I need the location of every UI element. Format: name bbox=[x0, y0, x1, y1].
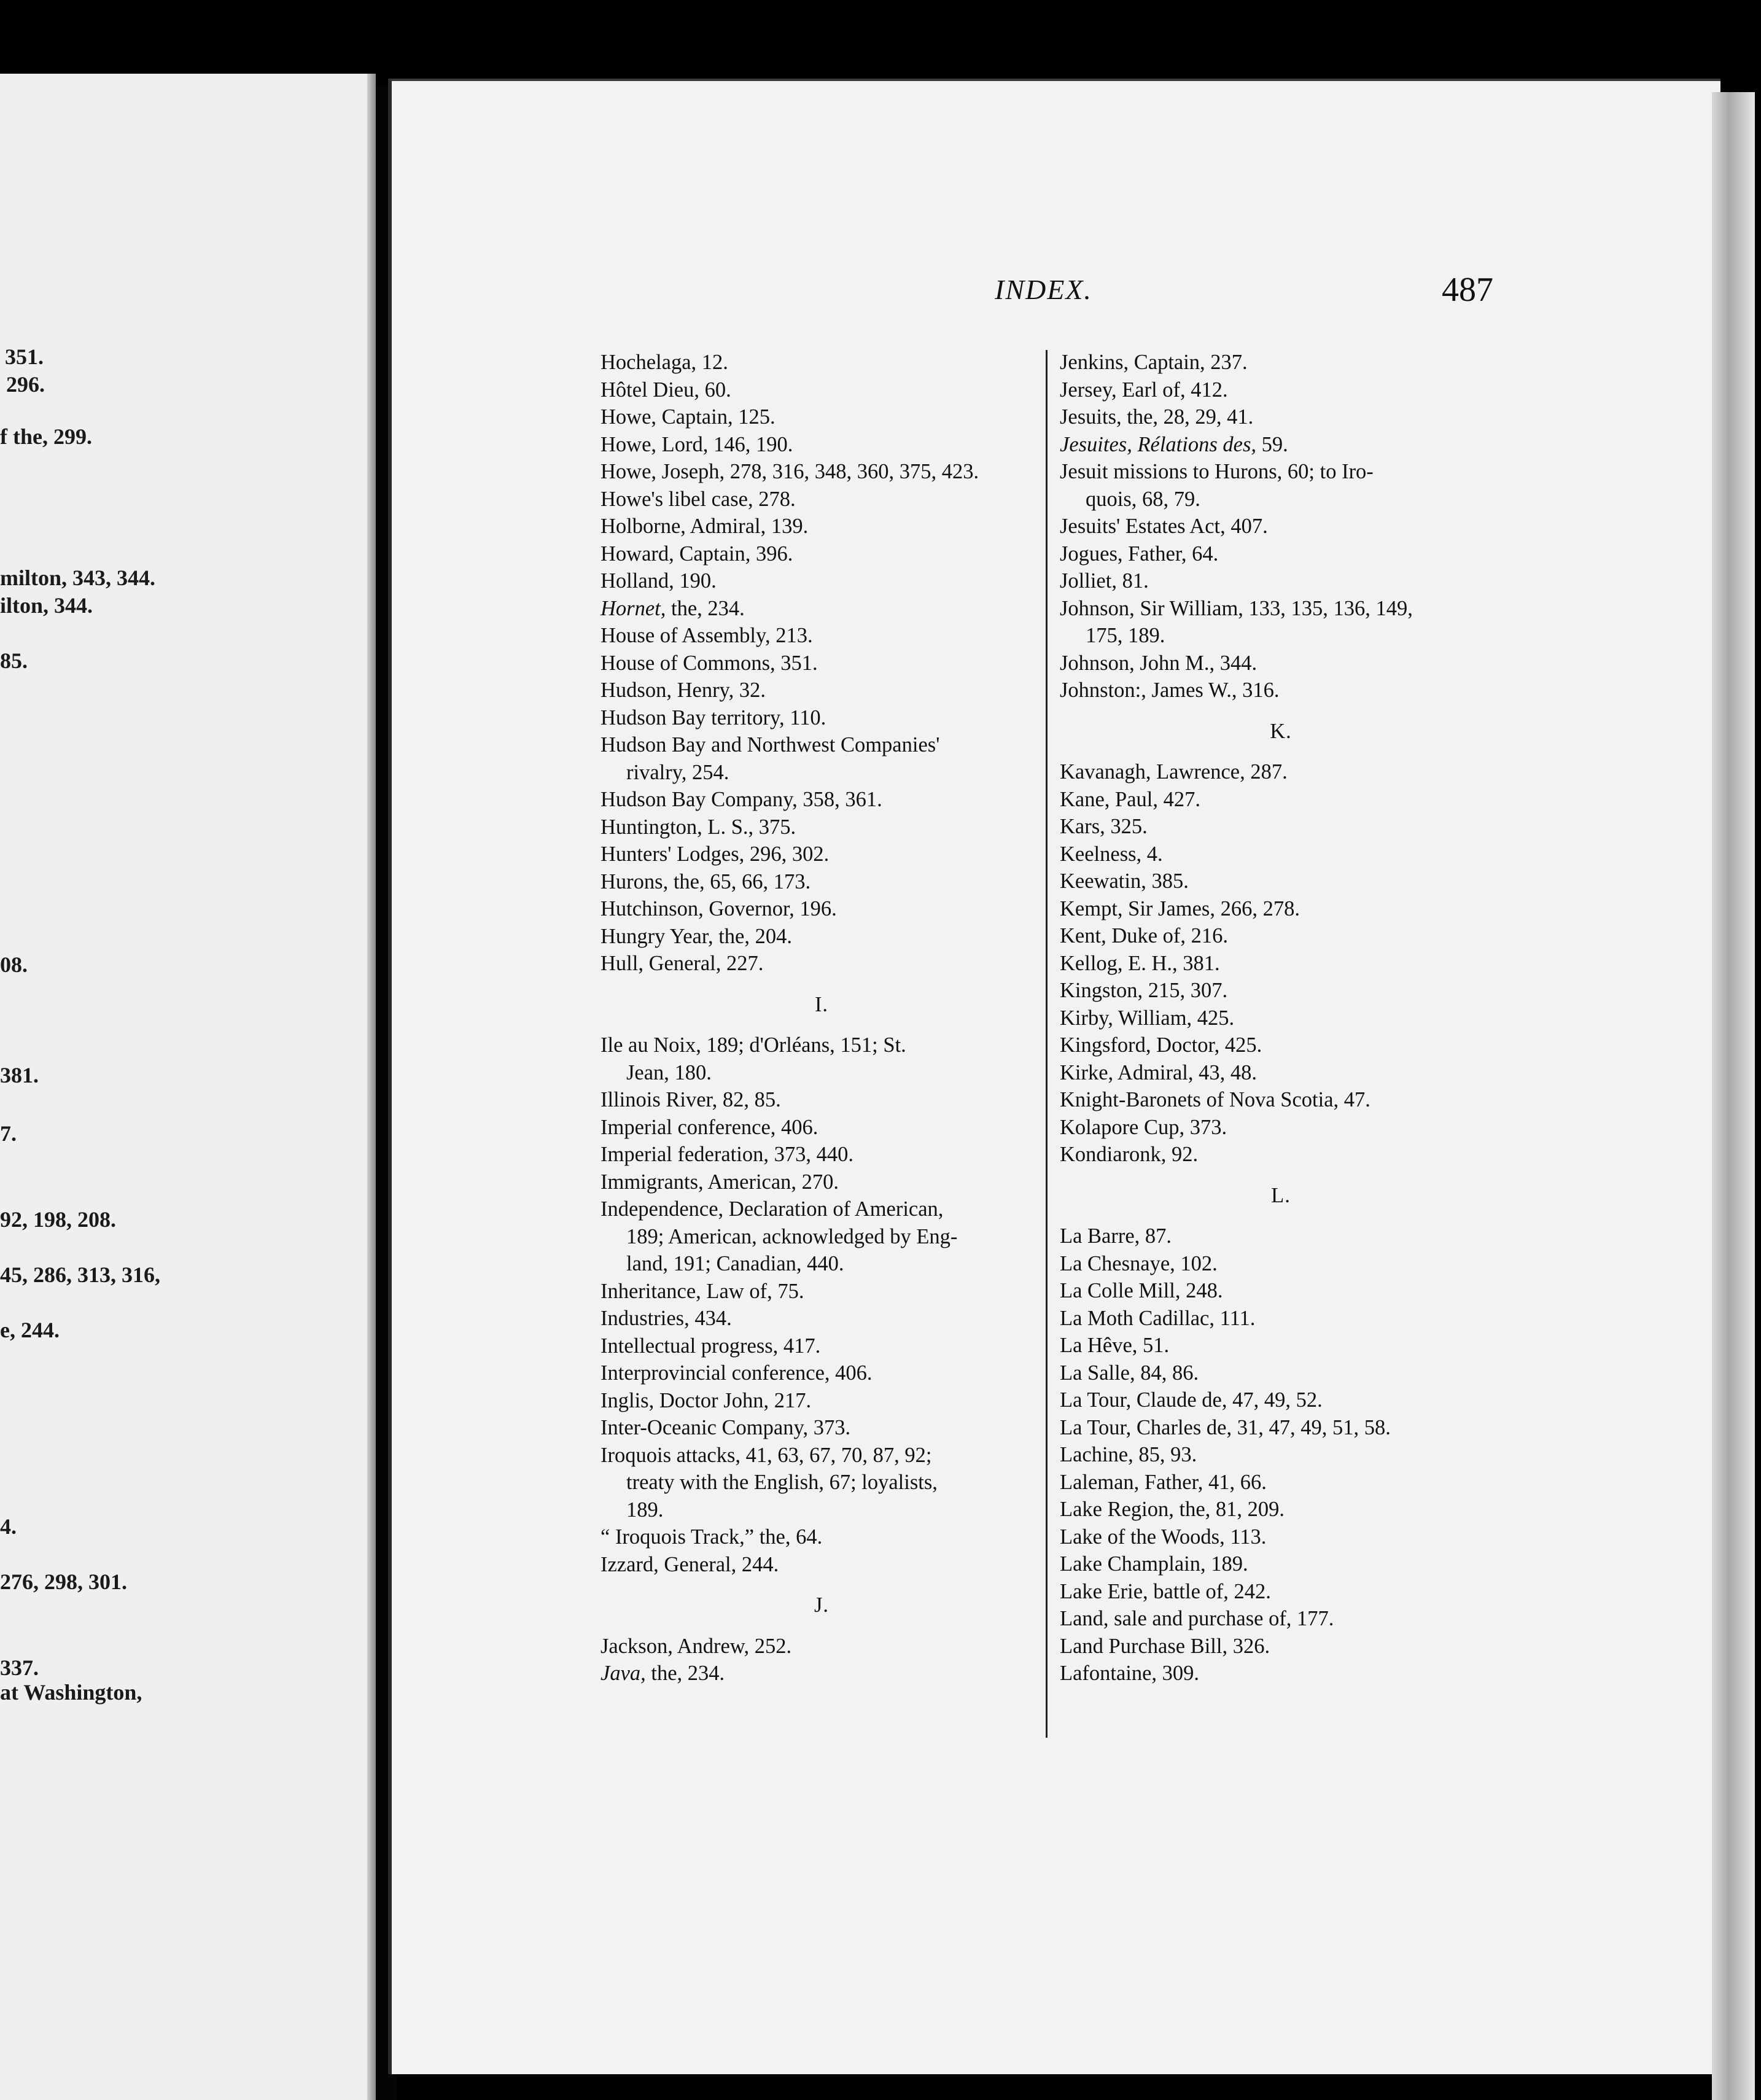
index-entry-line: Lake Champlain, 189. bbox=[1060, 1552, 1248, 1576]
index-entry-line: Johnston:, James W., 316. bbox=[1060, 679, 1280, 702]
index-entry-line: Lake Region, the, 81, 209. bbox=[1060, 1498, 1285, 1521]
index-entry-line: Huntington, L. S., 375. bbox=[601, 815, 796, 839]
index-entry bbox=[1060, 1359, 1502, 1387]
index-entry bbox=[601, 704, 1043, 732]
index-entry bbox=[1060, 1469, 1502, 1496]
index-entry-line: La Colle Mill, 248. bbox=[1060, 1279, 1223, 1302]
index-entry-line: Intellectual progress, 417. bbox=[601, 1334, 821, 1358]
index-entry bbox=[601, 841, 1043, 868]
index-entry-line: Hutchinson, Governor, 196. bbox=[601, 897, 837, 920]
index-entry bbox=[601, 376, 1043, 404]
index-entry bbox=[1060, 650, 1502, 677]
index-entry bbox=[1060, 458, 1502, 513]
index-entry bbox=[1060, 895, 1502, 923]
index-entry bbox=[1060, 403, 1502, 431]
index-entry bbox=[601, 923, 1043, 951]
index-entry bbox=[1060, 1086, 1502, 1114]
facing-page-fragment: 276, 298, 301. bbox=[0, 1569, 127, 1594]
index-entry-line: La Salle, 84, 86. bbox=[1060, 1361, 1199, 1385]
index-entry bbox=[601, 786, 1043, 814]
facing-page-fragment: 92, 198, 208. bbox=[0, 1207, 116, 1232]
index-entry-line: Hull, General, 227. bbox=[601, 952, 764, 975]
index-entry-line bbox=[601, 1660, 1043, 1687]
index-entry bbox=[1060, 758, 1502, 786]
index-entry bbox=[601, 814, 1043, 841]
index-entry bbox=[601, 1169, 1043, 1196]
index-entry bbox=[1060, 1250, 1502, 1278]
page-edge bbox=[1712, 92, 1755, 2100]
index-entry bbox=[601, 1305, 1043, 1332]
index-entry bbox=[1060, 1277, 1502, 1305]
index-entry-line: Iroquois attacks, 41, 63, 67, 70, 87, 92; bbox=[601, 1443, 932, 1467]
index-entry-line: Kingsford, Doctor, 425. bbox=[1060, 1033, 1262, 1057]
index-entry-line: Keewatin, 385. bbox=[1060, 869, 1189, 893]
index-entry-continuation: rivalry, 254. bbox=[626, 760, 729, 784]
index-entry-continuation: 189; American, acknowledged by Eng- bbox=[626, 1224, 958, 1248]
index-entry bbox=[1060, 1496, 1502, 1523]
index-entry bbox=[601, 540, 1043, 568]
index-entry-line: Land Purchase Bill, 326. bbox=[1060, 1634, 1270, 1658]
index-entry bbox=[1060, 677, 1502, 704]
index-entry-continuation: treaty with the English, 67; loyalists, bbox=[626, 1471, 938, 1494]
index-entry-line bbox=[601, 595, 1043, 623]
index-entry-line: Kondiaronk, 92. bbox=[1060, 1143, 1199, 1166]
index-entry-line: Holborne, Admiral, 139. bbox=[601, 515, 809, 538]
index-entry-line: Kent, Duke of, 216. bbox=[1060, 924, 1229, 947]
index-entry-line: Inter-Oceanic Company, 373. bbox=[601, 1416, 851, 1439]
index-entry-line: Kars, 325. bbox=[1060, 815, 1148, 838]
index-entry-line: Lachine, 85, 93. bbox=[1060, 1443, 1197, 1466]
index-entry-line: Johnson, Sir William, 133, 135, 136, 149, bbox=[1060, 596, 1413, 620]
index-entry-line: Hudson Bay Company, 358, 361. bbox=[601, 788, 882, 811]
index-entry bbox=[1060, 567, 1502, 595]
index-entry bbox=[1060, 841, 1502, 868]
index-entry bbox=[1060, 349, 1502, 376]
index-entry bbox=[1060, 1305, 1502, 1332]
letter-heading: L. bbox=[1271, 1183, 1291, 1207]
index-entry bbox=[1060, 1114, 1502, 1141]
index-entry-continuation: Jean, 180. bbox=[626, 1060, 712, 1084]
index-entry bbox=[1060, 786, 1502, 814]
index-entry-line: Izzard, General, 244. bbox=[601, 1552, 779, 1576]
index-entry-line: Johnson, John M., 344. bbox=[1060, 651, 1258, 675]
index-entry-continuation: land, 191; Canadian, 440. bbox=[626, 1252, 844, 1275]
index-entry bbox=[601, 1141, 1043, 1169]
index-entry-line: Knight-Baronets of Nova Scotia, 47. bbox=[1060, 1088, 1370, 1111]
index-entry bbox=[1060, 1141, 1502, 1169]
index-entry-line: Hungry Year, the, 204. bbox=[601, 924, 792, 948]
index-entry-line: Kempt, Sir James, 266, 278. bbox=[1060, 896, 1300, 920]
index-page bbox=[388, 79, 1720, 2074]
index-entry-line: Holland, 190. bbox=[601, 569, 717, 593]
index-entry-text: the, 234. bbox=[671, 596, 745, 620]
index-entry-line: Kellog, E. H., 381. bbox=[1060, 951, 1220, 975]
index-entry bbox=[601, 1414, 1043, 1442]
italic-title: Jesuites, Rélations des, bbox=[1060, 432, 1257, 456]
index-entry bbox=[1060, 1005, 1502, 1032]
index-entry-line: La Moth Cadillac, 111. bbox=[1060, 1306, 1256, 1330]
index-entry-line: Laleman, Father, 41, 66. bbox=[1060, 1470, 1267, 1494]
facing-page-fragment: f the, 299. bbox=[0, 424, 92, 449]
index-entry bbox=[601, 622, 1043, 650]
index-entry-line: Howe, Captain, 125. bbox=[601, 405, 776, 429]
index-entry bbox=[1060, 813, 1502, 841]
index-entry bbox=[601, 567, 1043, 595]
facing-page-fragment: at Washington, bbox=[0, 1680, 142, 1705]
index-entry bbox=[601, 486, 1043, 513]
index-entry-line: Kolapore Cup, 373. bbox=[1060, 1115, 1227, 1139]
facing-page-fragment: 4. bbox=[0, 1514, 17, 1539]
index-entry-line bbox=[1060, 431, 1502, 459]
index-entry-line: Hudson, Henry, 32. bbox=[601, 679, 766, 702]
index-entry-line: Hochelaga, 12. bbox=[601, 351, 728, 374]
index-entry-line: La Tour, Claude de, 47, 49, 52. bbox=[1060, 1388, 1323, 1412]
index-entry-line: Hôtel Dieu, 60. bbox=[601, 378, 731, 402]
index-entry-line: Imperial federation, 373, 440. bbox=[601, 1143, 853, 1166]
index-entry-line: Jenkins, Captain, 237. bbox=[1060, 351, 1248, 374]
index-entry bbox=[1060, 1441, 1502, 1469]
index-entry-line: Imperial conference, 406. bbox=[601, 1115, 818, 1139]
facing-page-fragment: 45, 286, 313, 316, bbox=[0, 1262, 160, 1287]
facing-page-fragment: 7. bbox=[0, 1121, 17, 1146]
index-entry bbox=[1060, 1605, 1502, 1633]
index-entry-line: Hudson Bay territory, 110. bbox=[601, 706, 826, 729]
index-entry-line: Jesuits' Estates Act, 407. bbox=[1060, 515, 1268, 538]
letter-heading: K. bbox=[1270, 719, 1292, 743]
index-entry bbox=[601, 1359, 1043, 1387]
facing-page-fragment: 351. bbox=[5, 344, 44, 369]
letter-heading: J. bbox=[814, 1593, 830, 1617]
italic-title: Java, bbox=[601, 1662, 646, 1685]
running-head: INDEX. bbox=[995, 274, 1092, 305]
index-entry-line: Jesuits, the, 28, 29, 41. bbox=[1060, 405, 1254, 429]
index-entry-line: Illinois River, 82, 85. bbox=[601, 1088, 781, 1111]
column-divider bbox=[1046, 350, 1048, 1738]
index-entry bbox=[1060, 1660, 1502, 1687]
index-entry-text: the, 234. bbox=[651, 1662, 725, 1685]
index-entry-line: House of Assembly, 213. bbox=[601, 624, 813, 647]
index-entry-line: Hurons, the, 65, 66, 173. bbox=[601, 869, 811, 893]
facing-page-fragment: 296. bbox=[6, 372, 45, 397]
index-column-right bbox=[1060, 349, 1502, 1687]
index-entry bbox=[601, 1387, 1043, 1415]
index-entry-line: Interprovincial conference, 406. bbox=[601, 1361, 873, 1385]
index-entry-line: La Barre, 87. bbox=[1060, 1224, 1172, 1248]
index-entry bbox=[1060, 950, 1502, 978]
index-entry bbox=[601, 1114, 1043, 1141]
facing-page-fragment: e, 244. bbox=[0, 1318, 60, 1342]
index-entry-line: Kane, Paul, 427. bbox=[1060, 787, 1201, 811]
facing-page bbox=[0, 74, 376, 2100]
index-entry bbox=[601, 950, 1043, 978]
index-entry-line: House of Commons, 351. bbox=[601, 651, 818, 675]
index-entry bbox=[1060, 1414, 1502, 1442]
index-entry bbox=[1060, 513, 1502, 540]
facing-page-fragment: ilton, 344. bbox=[0, 593, 93, 618]
index-entry bbox=[1060, 1633, 1502, 1660]
facing-page-fragment: 08. bbox=[0, 952, 28, 977]
index-entry bbox=[1060, 540, 1502, 568]
index-entry-line: La Tour, Charles de, 31, 47, 49, 51, 58. bbox=[1060, 1415, 1391, 1439]
index-entry-continuation: 175, 189. bbox=[1086, 624, 1165, 647]
index-entry-line: Hudson Bay and Northwest Companies' bbox=[601, 733, 940, 756]
index-entry-line: “ Iroquois Track,” the, 64. bbox=[601, 1525, 823, 1549]
index-entry bbox=[1060, 1332, 1502, 1359]
index-entry-line: La Hêve, 51. bbox=[1060, 1334, 1170, 1357]
italic-title: Hornet, bbox=[601, 596, 666, 620]
index-entry bbox=[1060, 1578, 1502, 1606]
index-entry bbox=[601, 1278, 1043, 1305]
index-entry bbox=[1060, 1032, 1502, 1059]
index-entry bbox=[1060, 376, 1502, 404]
index-column-left bbox=[601, 349, 1043, 1687]
page-number: 487 bbox=[1442, 271, 1493, 309]
index-entry bbox=[1060, 1059, 1502, 1087]
index-entry bbox=[601, 1551, 1043, 1579]
index-entry-continuation: 189. bbox=[626, 1498, 664, 1522]
index-entry bbox=[601, 1032, 1043, 1086]
index-entry bbox=[601, 1332, 1043, 1360]
index-entry bbox=[601, 650, 1043, 677]
index-entry bbox=[1060, 868, 1502, 895]
index-entry bbox=[601, 895, 1043, 923]
index-entry-line: Jesuit missions to Hurons, 60; to Iro- bbox=[1060, 460, 1374, 483]
index-entry bbox=[1060, 431, 1502, 459]
index-entry-line: Kirby, William, 425. bbox=[1060, 1006, 1235, 1030]
index-entry-line: Howard, Captain, 396. bbox=[601, 542, 793, 566]
index-entry-text: 59. bbox=[1261, 432, 1288, 456]
index-entry-line: Inheritance, Law of, 75. bbox=[601, 1279, 804, 1303]
index-entry-continuation: quois, 68, 79. bbox=[1086, 487, 1200, 511]
index-entry bbox=[601, 513, 1043, 540]
index-entry-line: Howe, Lord, 146, 190. bbox=[601, 432, 793, 456]
index-entry bbox=[601, 731, 1043, 786]
index-entry-line: Howe's libel case, 278. bbox=[601, 487, 796, 511]
index-entry-line: Hunters' Lodges, 296, 302. bbox=[601, 842, 830, 866]
index-entry bbox=[1060, 595, 1502, 650]
index-entry bbox=[1060, 1550, 1502, 1578]
index-entry-line: Jogues, Father, 64. bbox=[1060, 542, 1219, 566]
index-entry-line: Howe, Joseph, 278, 316, 348, 360, 375, 423. bbox=[601, 460, 979, 483]
index-entry-line: Keelness, 4. bbox=[1060, 842, 1163, 866]
index-entry-line: Industries, 434. bbox=[601, 1307, 732, 1330]
index-entry bbox=[601, 677, 1043, 704]
index-entry-line: Ile au Noix, 189; d'Orléans, 151; St. bbox=[601, 1033, 906, 1057]
letter-heading: I. bbox=[814, 992, 829, 1016]
index-entry-line: Jackson, Andrew, 252. bbox=[601, 1634, 792, 1658]
index-entry bbox=[601, 403, 1043, 431]
index-entry-line: Kingston, 215, 307. bbox=[1060, 979, 1228, 1002]
index-entry bbox=[1060, 922, 1502, 950]
facing-page-fragment: milton, 343, 344. bbox=[0, 566, 156, 590]
index-entry bbox=[1060, 1223, 1502, 1250]
index-entry-line: Kirke, Admiral, 43, 48. bbox=[1060, 1060, 1257, 1084]
index-entry bbox=[601, 1442, 1043, 1524]
index-entry-line: Lafontaine, 309. bbox=[1060, 1662, 1200, 1685]
index-entry-line: La Chesnaye, 102. bbox=[1060, 1251, 1218, 1275]
index-entry bbox=[601, 349, 1043, 376]
index-entry bbox=[1060, 977, 1502, 1005]
index-entry bbox=[601, 458, 1043, 486]
index-entry-line: Kavanagh, Lawrence, 287. bbox=[1060, 760, 1288, 784]
index-entry bbox=[1060, 1523, 1502, 1551]
index-entry-line: Jersey, Earl of, 412. bbox=[1060, 378, 1228, 402]
index-entry bbox=[601, 868, 1043, 896]
facing-page-fragment: 381. bbox=[0, 1063, 39, 1087]
index-entry-line: Lake Erie, battle of, 242. bbox=[1060, 1579, 1271, 1603]
index-entry-line: Jolliet, 81. bbox=[1060, 569, 1149, 593]
index-entry bbox=[601, 1086, 1043, 1114]
index-entry bbox=[601, 431, 1043, 459]
index-entry-line: Independence, Declaration of American, bbox=[601, 1197, 944, 1221]
facing-page-fragment: 85. bbox=[0, 648, 28, 673]
index-entry bbox=[601, 1633, 1043, 1660]
facing-page-fragment: 337. bbox=[0, 1655, 39, 1680]
index-entry bbox=[1060, 1386, 1502, 1414]
index-entry-line: Inglis, Doctor John, 217. bbox=[601, 1388, 812, 1412]
index-entry-line: Lake of the Woods, 113. bbox=[1060, 1525, 1267, 1549]
index-entry bbox=[601, 595, 1043, 623]
index-entry-line: Land, sale and purchase of, 177. bbox=[1060, 1607, 1334, 1630]
index-entry-line: Immigrants, American, 270. bbox=[601, 1170, 839, 1194]
index-entry bbox=[601, 1523, 1043, 1551]
index-entry bbox=[601, 1196, 1043, 1278]
index-entry bbox=[601, 1660, 1043, 1687]
